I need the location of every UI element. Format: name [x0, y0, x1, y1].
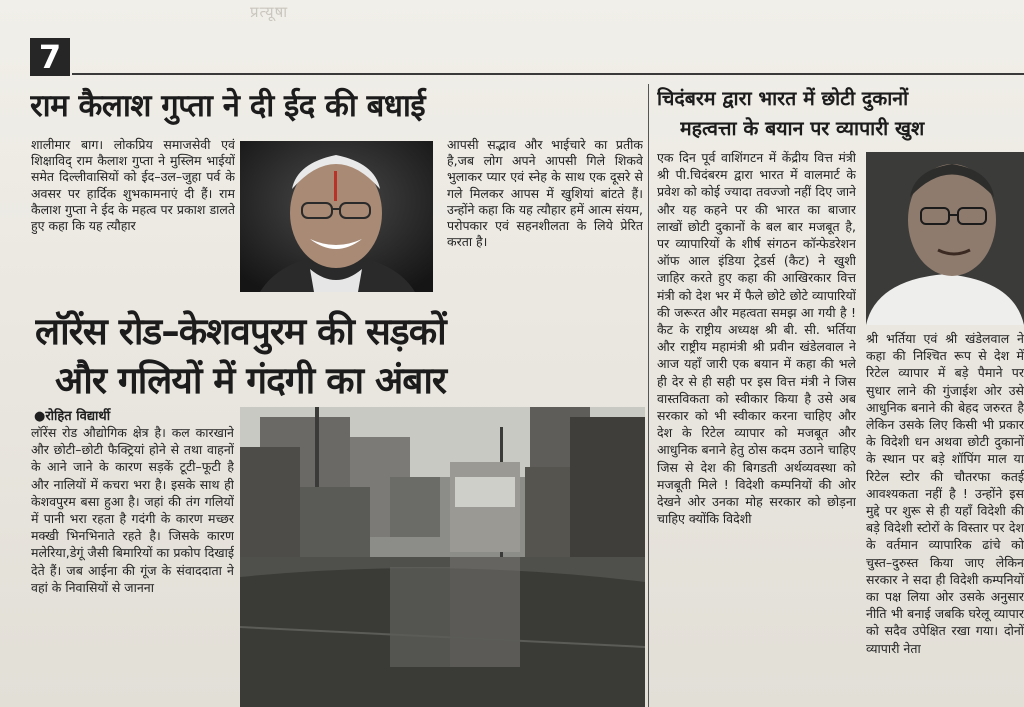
story1-column-2 [447, 137, 643, 299]
story1-text-1: शालीमार बाग। लोकप्रिय समाजसेवी एवं शिक्षाविद् राम कैलाश गुप्ता ने मुस्लिम भाईयों समेत दिल्लीवासियों को ईद–उल–जुहा पर्व के अवसर पर हार्दिक शुभकामनाएं दी हैं। राम कैलाश गुप्ता ने ईद के महत्व पर प्रकाश डालते हुए कहा कि यह त्यौहार [31, 137, 235, 234]
story1-text-2: आपसी सद्भाव और भाईचारे का प्रतीक है,जब लोग अपने आपसी गिले शिकवे भुलाकर प्यार एवं स्नेह के साथ एक दूसरे से गले मिलकर आपस में खुशियां बांटते हैं। उन्होंने कहा कि यह त्यौहार हमें आत्म संयम, परोपकार एवं सहनशीलता के लिये प्रेरित करता है। [447, 137, 643, 250]
story2-byline: ●रोहित विद्यार्थी [34, 409, 111, 424]
ram-kailash-gupta-photo [240, 141, 433, 292]
story2-text: लॉरेंस रोड औद्योगिक क्षेत्र है। कल कारखाने और छोटी–छोटी फैक्ट्रियां होने से तथा वाहनों के आने जाने के कारण सड़कें टूटी–फूटी है और नालियों में कचरा भरा है। इसके साथ ही केशवपुरम बसा हुआ है। जहां की तंग गलियों में पानी भरा रहता है गदंगी के कारण मच्छर मक्खी भिनभिनाते रहते है। जिसके कारण मलेरिया,डेगूं जैसी बिमारियों का प्रकोप दिखाई देते हैं। जब आईना की गूंज के संवाददाता ने वहां के निवासियों से जानना [31, 425, 234, 595]
story1-column-1 [31, 137, 235, 299]
chidambaram-photo [866, 152, 1024, 325]
story1-headline: राम कैलाश गुप्ता ने दी ईद की बधाई [30, 88, 426, 124]
story3-text-2: श्री भर्तिया एवं श्री खंडेलवाल ने कहा की निश्चित रूप से देश में रिटेल व्यापार में बड़े पैमाने पर सुधार लाने की गुंजाईश ओर उसे आधुनिक बनाने की बेहद जरुरत है लेकिन उसके लिए किसी भी प्रकार के विदेशी धन अथवा छोटी दुकानों के स्थान पर बड़े शॉपिंग माल या रिटेल स्टोर की चौतरफा कतई आवश्यकता नहीं है ! उन्होंने इस मुद्दे पर शुरू से ही यहाँ विदेशी की बड़े विदेशी स्टोरों के विस्तार पर देश के वर्तमान व्यापारिक ढांचे को चुस्त–दुरुस्त किया जाए लेकिन सरकार ने सदा ही विदेशी कम्पनियों का पक्ष लिया ओर उसके अनुसार नीति भी बनाई जबकि घरेलू व्यापार को सदैव उपेक्षित रखा गया। दोनों व्यापारी नेता [866, 331, 1024, 656]
page-top-rule [72, 73, 1024, 75]
story3-column-1 [657, 149, 856, 707]
story2-headline-line1: लॉरेंस रोड–केशवपुरम की सड़कों [35, 310, 446, 353]
story3-headline-line1: चिदंबरम द्वारा भारत में छोटी दुकानों [657, 87, 909, 110]
story3-text-1: एक दिन पूर्व वाशिंगटन में केंद्रीय वित्त मंत्री श्री पी.चिदंबरम द्वारा भारत में वालमार्ट के प्रवेश को कोई ज्यादा तवज्जो नहीं दिए जाने और यह कहने पर की भारत का बाजार लाखों छोटी दुकानों के बल बार मजबूत है, पर व्यापारियों के शीर्ष संगठन कॉन्फेडरेशन ऑफ आल इंडिया ट्रेडर्स (कैट) ने खुशी जाहिर करते हुए कहा की आखिरकार वित्त मंत्री को देश भर में फैले छोटे छोटे व्यापारियों की जरूरत और महत्वता समझ आ गयी है ! कैट के राष्ट्रीय अध्यक्ष श्री बी. सी. भर्तिया और राष्ट्रीय महामंत्री श्री प्रवीन खंडेलवाल ने आज यहाँ जारी एक बयान में कहा की भले ही देर से ही सही पर इस वित्त मंत्री ने जिस वास्तविकता को स्वीकार किया है उसे अब सरकार को भी स्वीकार करना चाहिए और देश के रिटेल व्यापार को मजबूत और आधुनिक बनाने हेतु ठोस कदम उठाने चाहिए जिस से देश की बिगडती अर्थव्यवस्था को मजबूती मिले ! विदेशी कम्पनियों की ओर देखने ओर उनका मोह सरकार को छोड़ना चाहिए क्योंकि विदेशी [657, 150, 856, 527]
page-number: 7 [30, 38, 70, 76]
story3-headline-line2: महत्वत्ता के बयान पर व्यापारी खुश [680, 117, 925, 140]
story2-column [31, 424, 234, 707]
masthead-ghost-text: प्रत्यूषा [250, 3, 289, 21]
story3-column-2 [866, 330, 1024, 707]
flooded-street-photo [240, 407, 645, 707]
story2-headline-line2: और गलियों में गंदगी का अंबार [55, 359, 447, 402]
column-divider [648, 84, 649, 707]
